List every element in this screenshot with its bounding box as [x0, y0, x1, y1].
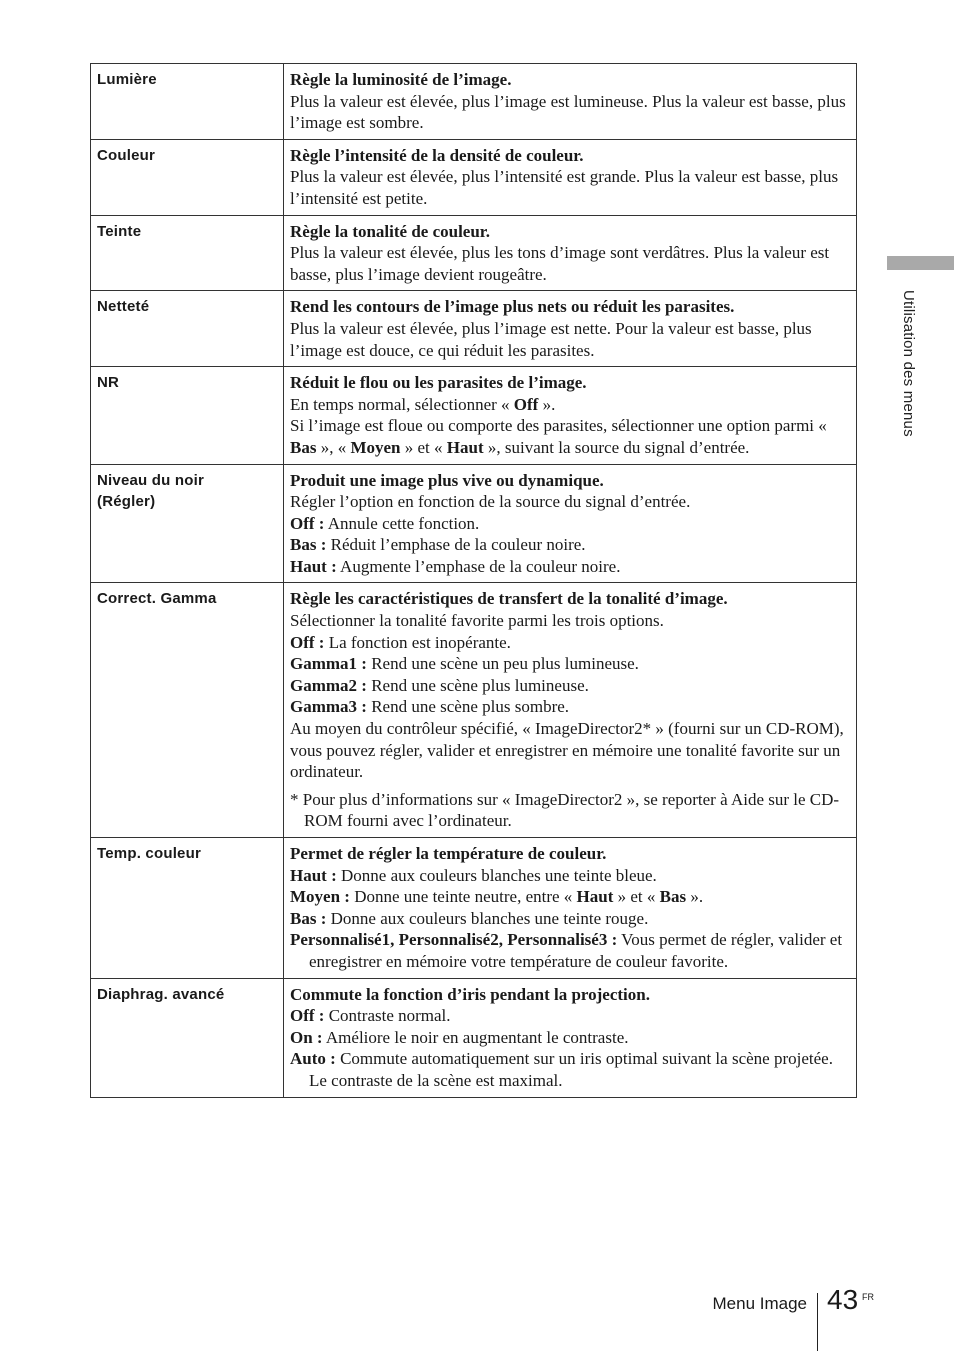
- section-side-label: Utilisation des menus: [900, 290, 917, 437]
- description-text: Plus la valeur est élevée, plus l’intensité est grande. Plus la valeur est basse, plus l’intensité est petite.: [290, 167, 839, 208]
- description-text: Commute automatiquement sur un iris optimal suivant la scène projetée. Le contraste de la scène est maximal.: [309, 1049, 833, 1090]
- emphasis-text: Personnalisé1, Personnalisé2, Personnalisé3 :: [290, 930, 618, 950]
- description-line: [290, 166, 850, 209]
- description-line: [290, 91, 850, 134]
- emphasis-text: Bas: [659, 887, 687, 907]
- setting-name: [91, 464, 284, 583]
- description-text: », suivant la source du signal d’entrée.: [483, 437, 750, 457]
- description-text: Régler l’option en fonction de la source du signal d’entrée.: [290, 492, 691, 512]
- language-code: FR: [862, 1292, 874, 1302]
- setting-name: [91, 291, 284, 367]
- description-text: Plus la valeur est élevée, plus l’image est lumineuse. Plus la valeur est basse, plus l’image est sombre.: [290, 91, 846, 133]
- description-text: Plus la valeur est élevée, plus l’image est nette. Pour la valeur est basse, plus l’image est douce, ce qui réduit les parasites.: [290, 318, 812, 360]
- emphasis-text: Bas: [290, 437, 317, 457]
- description-text: Si l’image est floue ou comporte des parasites, sélectionner une option parmi «: [290, 416, 827, 436]
- setting-heading: Rend les contours de l’image plus nets ou réduit les parasites.: [290, 297, 735, 317]
- emphasis-text: Gamma3 :: [290, 697, 367, 717]
- emphasis-text: Auto :: [290, 1049, 336, 1069]
- footer-section-label: Menu Image: [712, 1294, 807, 1313]
- description-text: Donne aux couleurs blanches une teinte rouge.: [326, 908, 649, 928]
- setting-name: [91, 838, 284, 979]
- emphasis-text: Moyen: [350, 437, 401, 457]
- description-text: Augmente l’emphase de la couleur noire.: [336, 556, 621, 576]
- description-line: [290, 632, 850, 654]
- setting-name-line: NR: [97, 374, 120, 392]
- description-line: [290, 491, 850, 513]
- description-text: », «: [316, 437, 351, 457]
- emphasis-text: Off: [513, 394, 539, 414]
- setting-row: [91, 367, 857, 464]
- description-line: [290, 886, 850, 908]
- setting-description: [284, 978, 857, 1097]
- setting-name: [91, 367, 284, 464]
- emphasis-text: Haut: [576, 887, 614, 907]
- setting-description: [284, 215, 857, 291]
- description-line: [290, 718, 850, 783]
- description-line: [290, 513, 850, 535]
- settings-rows: [91, 64, 857, 1098]
- settings-table: [90, 63, 857, 1098]
- setting-name: [91, 139, 284, 215]
- setting-name: [91, 583, 284, 838]
- setting-heading: Règle la luminosité de l’image.: [290, 70, 512, 89]
- description-line: [290, 242, 850, 285]
- description-text: Rend une scène plus sombre.: [366, 697, 570, 717]
- emphasis-text: Bas :: [290, 535, 327, 555]
- description-line: [290, 696, 850, 718]
- setting-description: [284, 464, 857, 583]
- setting-name-line: Couleur: [97, 146, 156, 164]
- setting-row: [91, 291, 857, 367]
- description-text: Rend une scène plus lumineuse.: [366, 675, 589, 695]
- setting-heading: Commute la fonction d’iris pendant la projection.: [290, 984, 650, 1004]
- setting-name-line: Temp. couleur: [97, 845, 202, 862]
- description-text: Contraste normal.: [324, 1006, 451, 1026]
- description-text: ».: [538, 394, 556, 414]
- setting-name-line: (Régler): [97, 492, 156, 510]
- emphasis-text: Gamma2 :: [290, 675, 367, 695]
- description-line: [290, 865, 850, 887]
- setting-name: [91, 978, 284, 1097]
- description-text: Donne une teinte neutre, entre «: [349, 887, 577, 907]
- description-line: [290, 534, 850, 556]
- description-text: Améliore le noir en augmentant le contraste.: [322, 1027, 629, 1047]
- footer-divider: [817, 1293, 818, 1351]
- setting-row: [91, 978, 857, 1097]
- description-line: [290, 415, 850, 458]
- description-line: [290, 1005, 850, 1027]
- description-text: Plus la valeur est élevée, plus les tons d’image sont verdâtres. Plus la valeur est basse, plus l’image devient rougeâtre.: [290, 243, 830, 284]
- emphasis-text: Haut :: [290, 865, 337, 885]
- setting-row: [91, 838, 857, 979]
- emphasis-text: Gamma1 :: [290, 654, 367, 674]
- setting-heading: Produit une image plus vive ou dynamique.: [290, 470, 604, 490]
- setting-row: [91, 139, 857, 215]
- emphasis-text: Haut: [446, 437, 484, 457]
- setting-name: [91, 64, 284, 140]
- emphasis-text: On :: [290, 1027, 323, 1047]
- description-line: [290, 1048, 850, 1091]
- setting-heading: Réduit le flou ou les parasites de l’image.: [290, 373, 587, 393]
- setting-heading: Règle la tonalité de couleur.: [290, 221, 491, 241]
- setting-row: [91, 583, 857, 838]
- section-tab-marker: [887, 256, 954, 270]
- description-line: [290, 394, 850, 416]
- setting-description: [284, 838, 857, 979]
- description-line: [290, 610, 850, 632]
- setting-description: [284, 583, 857, 838]
- description-text: Réduit l’emphase de la couleur noire.: [326, 535, 586, 555]
- description-text: Au moyen du contrôleur spécifié, « ImageDirector2* » (fourni sur un CD-ROM), vous pouvez régler, valider et enregistrer en mémoire une tonalité favorite sur un ordinateur.: [290, 719, 844, 782]
- emphasis-text: Off :: [290, 513, 325, 533]
- setting-heading: Règle les caractéristiques de transfert de la tonalité d’image.: [290, 589, 728, 609]
- description-text: Rend une scène un peu plus lumineuse.: [366, 654, 639, 674]
- setting-name-line: Niveau du noir: [97, 471, 204, 489]
- description-text: » et «: [613, 887, 660, 907]
- footnote: * Pour plus d’informations sur « ImageDirector2 », se reporter à Aide sur le CD-ROM fourni avec l’ordinateur.: [290, 789, 840, 831]
- page-number: 43: [827, 1284, 859, 1315]
- description-text: La fonction est inopérante.: [324, 632, 511, 652]
- setting-name-line: Diaphrag. avancé: [97, 985, 225, 1003]
- emphasis-text: Haut :: [290, 556, 337, 576]
- setting-description: [284, 64, 857, 140]
- setting-name-line: Teinte: [97, 222, 142, 240]
- description-line: [290, 908, 850, 930]
- description-line: [290, 556, 850, 578]
- setting-row: [91, 464, 857, 583]
- description-line: [290, 1027, 850, 1049]
- setting-name-line: Netteté: [97, 298, 150, 316]
- setting-name: [91, 215, 284, 291]
- setting-name-line: Correct. Gamma: [97, 590, 217, 608]
- setting-name-line: Lumière: [97, 71, 157, 88]
- emphasis-text: Bas :: [290, 908, 327, 928]
- description-text: En temps normal, sélectionner «: [290, 394, 514, 414]
- setting-row: [91, 64, 857, 140]
- setting-description: [284, 367, 857, 464]
- description-line: [290, 675, 850, 697]
- setting-heading: Règle l’intensité de la densité de couleur.: [290, 145, 584, 165]
- setting-description: [284, 139, 857, 215]
- emphasis-text: Off :: [290, 1006, 325, 1026]
- description-text: Donne aux couleurs blanches une teinte bleue.: [336, 865, 657, 885]
- description-text: » et «: [400, 437, 447, 457]
- emphasis-text: Off :: [290, 632, 325, 652]
- description-line: [290, 318, 850, 361]
- description-text: ».: [686, 887, 704, 907]
- description-text: Vous permet de régler, valider et enregistrer en mémoire votre température de couleur favorite.: [309, 930, 843, 971]
- description-line: [290, 653, 850, 675]
- setting-description: [284, 291, 857, 367]
- emphasis-text: Moyen :: [290, 887, 350, 907]
- description-text: Annule cette fonction.: [324, 513, 480, 533]
- setting-heading: Permet de régler la température de couleur.: [290, 844, 607, 863]
- description-line: [290, 929, 850, 972]
- description-text: Sélectionner la tonalité favorite parmi les trois options.: [290, 611, 664, 631]
- setting-row: [91, 215, 857, 291]
